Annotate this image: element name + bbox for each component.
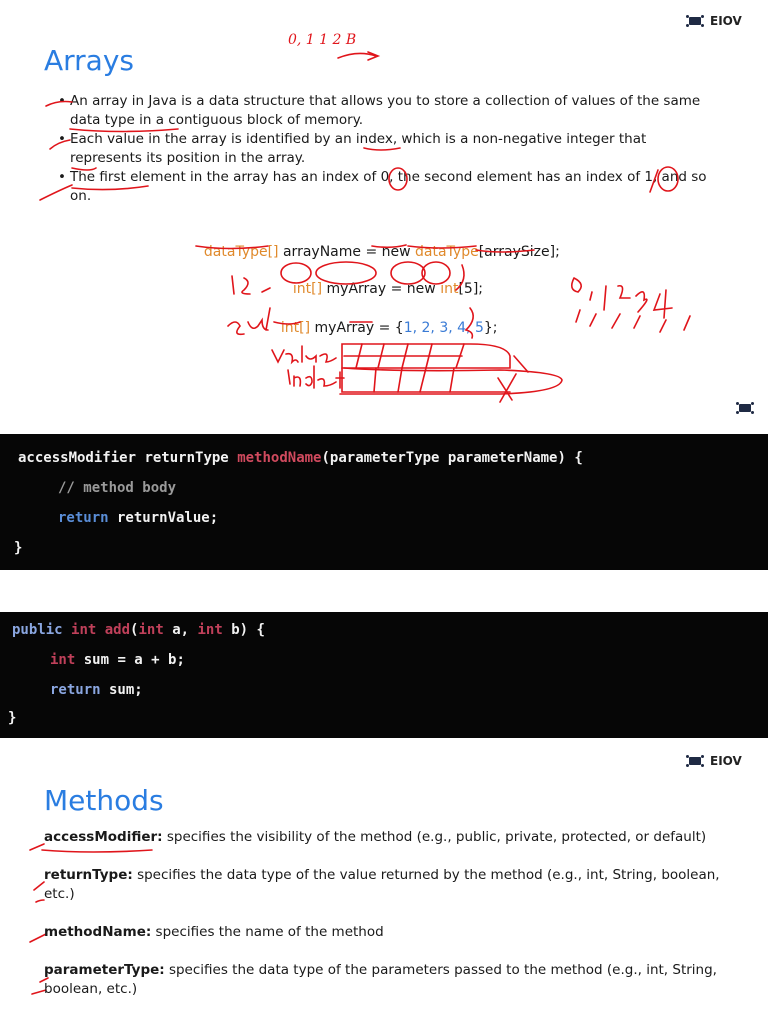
add-b: b) { bbox=[222, 622, 265, 638]
add-signature-line bbox=[12, 622, 265, 638]
example2-end: }; bbox=[483, 320, 498, 336]
brand-name-bottom: EIOV bbox=[710, 754, 742, 768]
add-int-3: int bbox=[197, 622, 223, 638]
arrays-bullet-3: • The first element in the array has an index of 0, the second element has an index of 1, and so on. bbox=[58, 168, 718, 206]
add-close-brace: } bbox=[8, 710, 17, 726]
brand-icon bbox=[686, 15, 704, 27]
methods-definition-list bbox=[44, 828, 734, 1018]
array-syntax bbox=[195, 228, 560, 260]
arrays-title: Arrays bbox=[44, 44, 135, 77]
brand-logo-top bbox=[686, 14, 742, 28]
example1-size: [5]; bbox=[458, 281, 484, 297]
code-comment: // method body bbox=[58, 480, 177, 496]
code-return-value: returnValue; bbox=[108, 510, 219, 526]
add-sum: sum = a + b; bbox=[75, 652, 185, 668]
add-name: add bbox=[104, 622, 131, 638]
code-return-type: returnType bbox=[144, 450, 229, 466]
array-example-1 bbox=[284, 265, 483, 297]
add-return-keyword: return bbox=[50, 682, 101, 698]
add-int-2: int bbox=[138, 622, 164, 638]
add-int-1: int bbox=[71, 622, 97, 638]
add-a: a, bbox=[163, 622, 198, 638]
brand-name: EIOV bbox=[710, 14, 742, 28]
brand-icon-small bbox=[736, 402, 754, 414]
code-access-modifier: accessModifier bbox=[18, 450, 137, 466]
desc-parameter-type: specifies the data type of the parameters passed to the method (e.g., int, String, boolean, etc.) bbox=[44, 962, 717, 997]
term-access-modifier: accessModifier: bbox=[44, 829, 163, 845]
hw-top-note: 0, 1 1 2 B bbox=[288, 32, 357, 48]
methods-title: Methods bbox=[44, 784, 164, 817]
array-example-2 bbox=[272, 304, 497, 336]
arrays-bullet-list bbox=[58, 92, 718, 206]
term-method-name: methodName: bbox=[44, 924, 152, 940]
example2-values: 1, 2, 3, 4, 5 bbox=[403, 320, 484, 336]
term-return-type: returnType: bbox=[44, 867, 133, 883]
methods-item-access-modifier bbox=[44, 828, 734, 847]
code-signature-line bbox=[18, 450, 583, 466]
example1-type: int[] bbox=[292, 281, 323, 297]
code-close-brace: } bbox=[14, 540, 23, 556]
arrays-bullet-2: • Each value in the array is identified by an index, which is a non-negative integer that represents its position in the array. bbox=[58, 130, 718, 168]
example2-type: int[] bbox=[280, 320, 311, 336]
add-int-4: int bbox=[50, 652, 76, 668]
example1-type2: int bbox=[440, 281, 459, 297]
syntax-name: arrayName = new bbox=[278, 244, 416, 260]
syntax-datatype-1: dataType[] bbox=[203, 244, 279, 260]
code-params: (parameterType parameterName) { bbox=[321, 450, 583, 466]
term-parameter-type: parameterType: bbox=[44, 962, 165, 978]
desc-access-modifier: specifies the visibility of the method (e.g., public, private, protected, or default) bbox=[162, 829, 707, 845]
arrays-bullet-1: • An array in Java is a data structure that allows you to store a collection of values of the same data type in a contiguous block of memory. bbox=[58, 92, 718, 130]
desc-return-type: specifies the data type of the value returned by the method (e.g., int, String, boolean, etc.) bbox=[44, 867, 720, 902]
methods-item-parameter-type bbox=[44, 961, 734, 999]
code-method-name: methodName bbox=[237, 450, 322, 466]
example2-name: myArray = { bbox=[310, 320, 404, 336]
brand-icon-bottom bbox=[686, 755, 704, 767]
brand-logo-bottom bbox=[686, 754, 742, 768]
code-return-line bbox=[58, 510, 218, 526]
add-open: ( bbox=[130, 622, 139, 638]
methods-item-method-name bbox=[44, 923, 734, 942]
add-sum-line bbox=[50, 652, 185, 668]
add-return-value: sum; bbox=[100, 682, 143, 698]
add-method-code-block bbox=[0, 612, 768, 738]
brand-logo-divider bbox=[736, 402, 754, 414]
desc-method-name: specifies the name of the method bbox=[151, 924, 384, 940]
syntax-rest: [arraySize]; bbox=[478, 244, 560, 260]
code-return-keyword: return bbox=[58, 510, 109, 526]
example1-rest: myArray = new bbox=[322, 281, 441, 297]
method-syntax-code-block bbox=[0, 434, 768, 570]
add-public: public bbox=[12, 622, 63, 638]
syntax-datatype-2: dataType bbox=[415, 244, 479, 260]
methods-item-return-type bbox=[44, 866, 734, 904]
add-return-line bbox=[50, 682, 143, 698]
